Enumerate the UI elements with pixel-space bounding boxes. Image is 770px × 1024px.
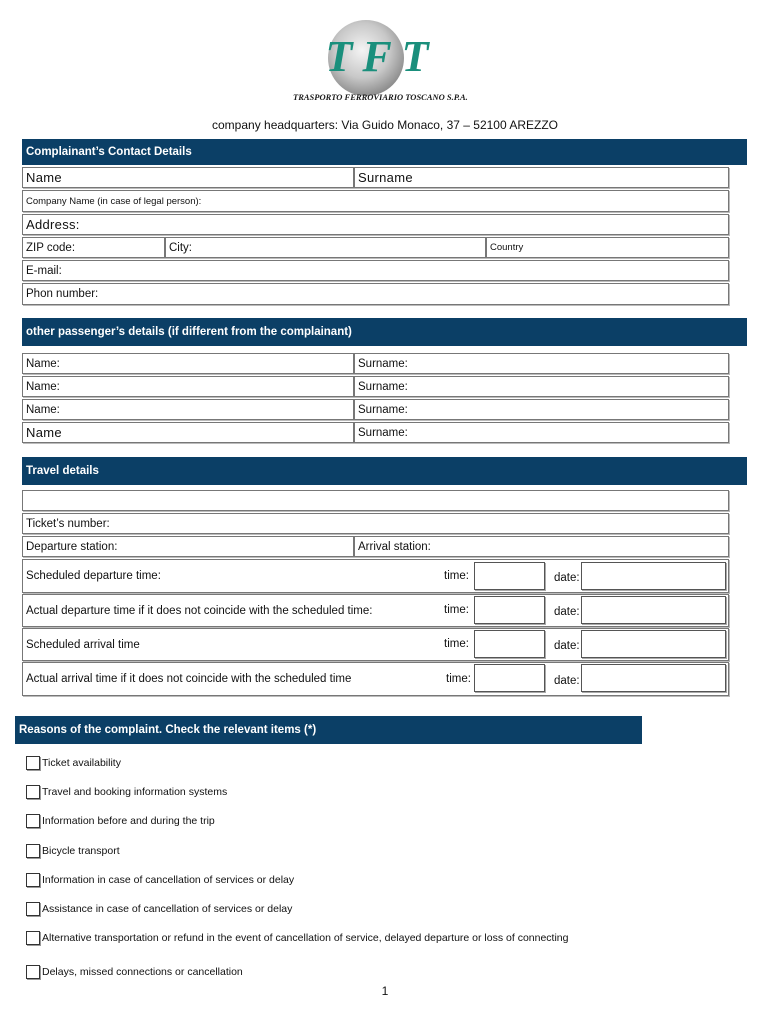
name-field[interactable]: Name [22,167,354,188]
logo-letters: TFT [325,32,439,81]
date-label: date: [554,606,580,618]
time-input[interactable] [474,562,545,590]
contact-section-header: Complainant’s Contact Details [22,139,747,165]
time-label: time: [444,604,469,616]
reason-checkbox[interactable] [26,814,40,828]
country-field[interactable]: Country [486,237,729,258]
time-label: time: [446,673,471,685]
city-field[interactable]: City: [165,237,486,258]
email-field[interactable]: E-mail: [22,260,729,281]
passengers-section-header: other passenger’s details (if different from the complainant) [22,318,747,346]
ticket-number-field[interactable]: Ticket’s number: [22,513,729,534]
reason-label: Ticket availability [42,757,121,769]
reason-checkbox[interactable] [26,785,40,799]
reason-checkbox[interactable] [26,931,40,945]
time-label: time: [444,638,469,650]
departure-station-field[interactable]: Departure station: [22,536,354,557]
date-label: date: [554,640,580,652]
reason-checkbox[interactable] [26,844,40,858]
passenger-name-field[interactable]: Name: [22,376,354,397]
reason-label: Information before and during the trip [42,815,215,827]
reason-checkbox[interactable] [26,902,40,916]
time-label: time: [444,570,469,582]
arrival-station-field[interactable]: Arrival station: [354,536,729,557]
logo-company-name: TRASPORTO FERROVIARIO TOSCANO S.P.A. [293,92,468,102]
reason-label: Assistance in case of cancellation of services or delay [42,903,293,915]
passenger-surname-field[interactable]: Surname: [354,353,729,374]
zip-code-field[interactable]: ZIP code: [22,237,165,258]
address-field[interactable]: Address: [22,214,729,235]
time-input[interactable] [474,664,545,692]
travel-section-header: Travel details [22,457,747,485]
passenger-name-field[interactable]: Name: [22,353,354,374]
reason-label: Travel and booking information systems [42,786,228,798]
reason-checkbox[interactable] [26,756,40,770]
reason-label: Information in case of cancellation of services or delay [42,874,295,886]
time-row-label: Actual departure time if it does not coincide with the scheduled time: [26,604,373,617]
date-label: date: [554,572,580,584]
date-input[interactable] [581,664,726,692]
reason-checkbox[interactable] [26,965,40,979]
passenger-surname-field[interactable]: Surname: [354,399,729,420]
time-input[interactable] [474,630,545,658]
reason-label: Delays, missed connections or cancellation [42,966,243,978]
reasons-section-header: Reasons of the complaint. Check the relevant items (*) [15,716,642,744]
time-input[interactable] [474,596,545,624]
page-number: 1 [381,984,389,998]
date-input[interactable] [581,562,726,590]
passenger-surname-field[interactable]: Surname: [354,376,729,397]
time-row-label: Scheduled arrival time [26,638,140,651]
date-input[interactable] [581,630,726,658]
time-row-label: Actual arrival time if it does not coincide with the scheduled time [26,673,352,685]
reason-checkbox[interactable] [26,873,40,887]
passenger-name-field[interactable]: Name [22,422,354,443]
date-label: date: [554,675,580,687]
surname-field[interactable]: Surname [354,167,729,188]
date-input[interactable] [581,596,726,624]
phone-field[interactable]: Phon number: [22,283,729,305]
passenger-name-field[interactable]: Name: [22,399,354,420]
headquarters-address: company headquarters: Via Guido Monaco, 37 – 52100 AREZZO [212,118,558,132]
company-name-field[interactable]: Company Name (in case of legal person): [22,190,729,212]
travel-blank-field[interactable] [22,490,729,511]
passenger-surname-field[interactable]: Surname: [354,422,729,443]
time-row-label: Scheduled departure time: [26,570,161,582]
reason-label: Alternative transportation or refund in the event of cancellation of service, delayed departure or loss of connecting [42,932,569,944]
reason-label: Bicycle transport [42,845,120,857]
